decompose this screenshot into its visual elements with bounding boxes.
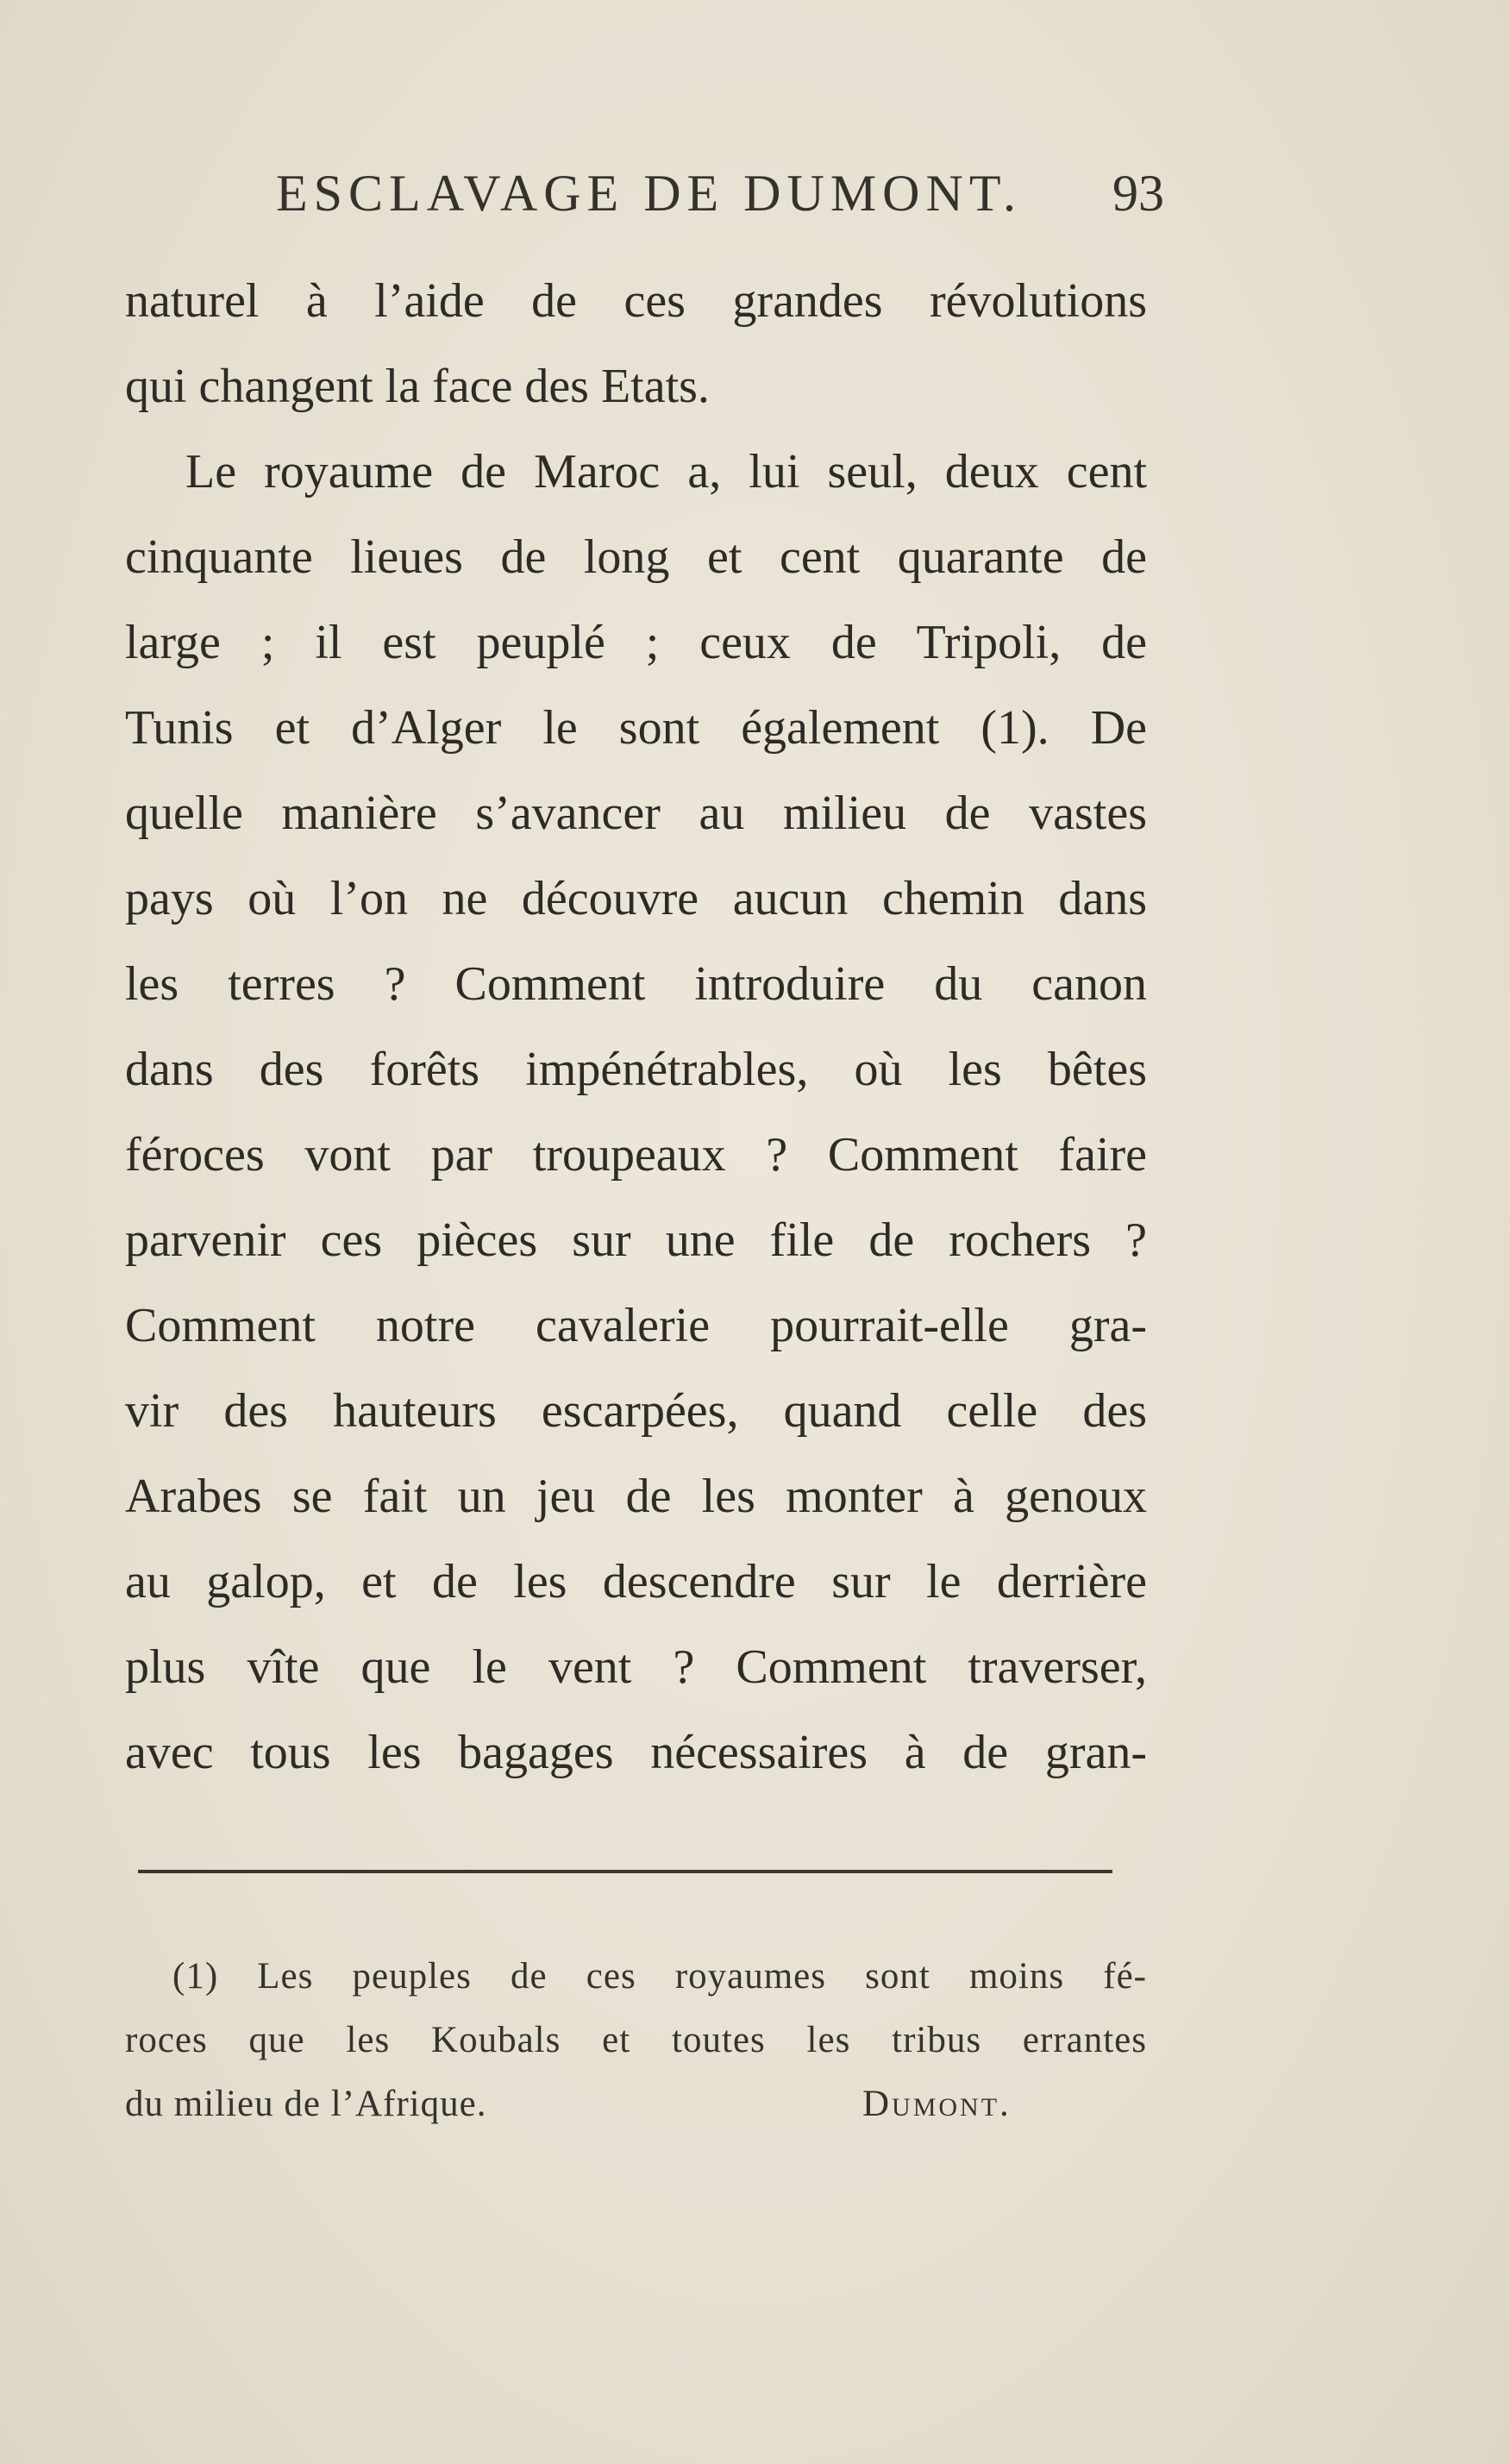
footnote-rule [138,1870,1112,1873]
text-line: dans des forêts impénétrables, où les bêtes [125,1043,1147,1096]
footnote-line: (1) Les peuples de ces royaumes sont moins fé- [172,1956,1147,1997]
footnote [125,1945,1147,2136]
text-line: parvenir ces pièces sur une file de rochers ? [125,1213,1147,1267]
running-title: ESCLAVAGE DE DUMONT. [276,165,1023,222]
text-line: vir des hauteurs escarpées, quand celle des [125,1384,1147,1438]
text-line: qui changent la face des Etats. [125,360,710,413]
text-line: pays où l’on ne découvre aucun chemin dans [125,872,1147,925]
text-line: Tunis et d’Alger le sont également (1). De [125,701,1147,755]
page-number: 93 [1112,165,1164,222]
footnote-last-line [125,2072,1147,2136]
body-text [125,259,1147,1796]
text-line: au galop, et de les descendre sur le derrière [125,1555,1147,1608]
text-line: avec tous les bagages nécessaires à de gran- [125,1726,1147,1779]
text-line: Comment notre cavalerie pourrait-elle gra- [125,1299,1147,1352]
text-line: naturel à l’aide de ces grandes révolutions [125,274,1147,328]
text-line: les terres ? Comment introduire du canon [125,957,1147,1011]
running-head [125,164,1164,241]
text-line: quelle manière s’avancer au milieu de vastes [125,787,1147,840]
footnote-signature: Dumont. [862,2084,1012,2124]
text-line: Le royaume de Maroc a, lui seul, deux cent [185,445,1147,498]
footnote-line: roces que les Koubals et toutes les tribus errantes [125,2020,1147,2060]
text-line: féroces vont par troupeaux ? Comment faire [125,1128,1147,1182]
text-line: Arabes se fait un jeu de les monter à genoux [125,1470,1147,1523]
footnote-line: du milieu de l’Afrique. [125,2084,487,2124]
text-line: plus vîte que le vent ? Comment traverser, [125,1640,1147,1694]
text-line: large ; il est peuplé ; ceux de Tripoli, de [125,616,1147,669]
text-line: cinquante lieues de long et cent quarante de [125,530,1147,584]
